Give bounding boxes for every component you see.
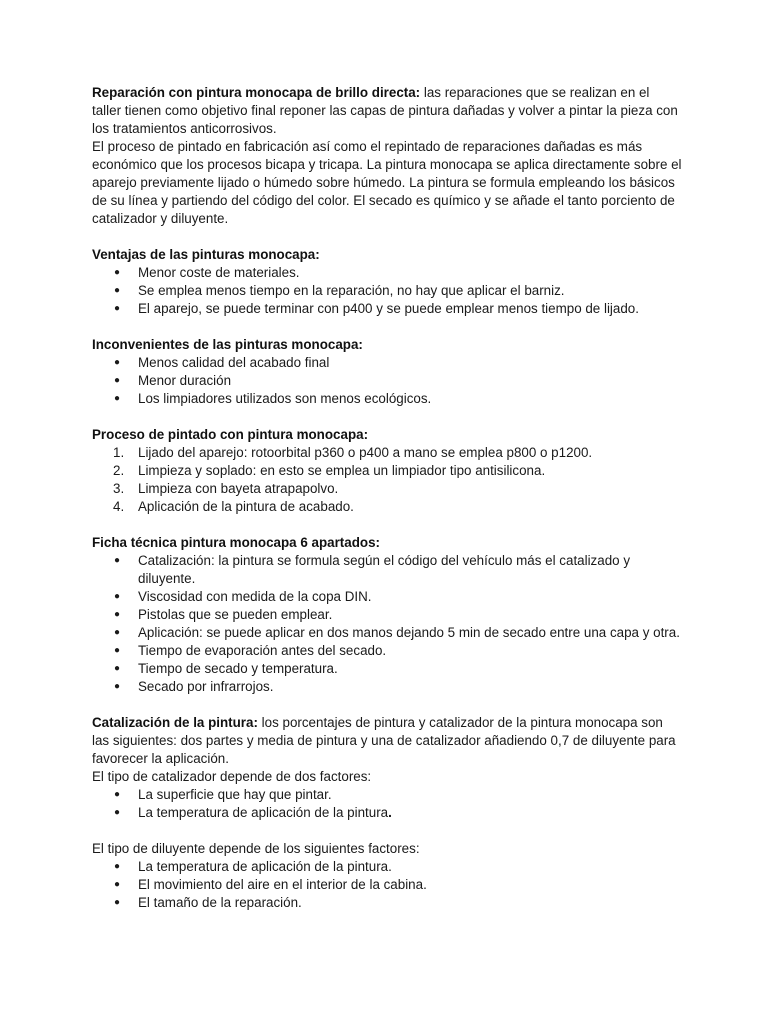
list-item [92,480,682,498]
bullet-icon: ● [114,861,121,872]
list-item [92,300,682,318]
list-number: 4. [113,499,125,514]
list-item-text: Viscosidad con medida de la copa DIN. [138,589,372,604]
bullet-icon: ● [114,789,121,800]
list-item-text: Menor duración [138,373,232,388]
catalizador-list [92,786,682,822]
list-item-text: Los limpiadores utilizados son menos ecológicos. [138,391,432,406]
list-item [92,444,682,462]
ficha-heading [92,534,682,552]
inconvenientes-heading [92,336,682,354]
bullet-icon: ● [114,879,121,890]
list-item [92,462,682,480]
list-number: 1. [113,445,125,460]
spacer [92,228,682,246]
bullet-icon: ● [114,627,121,638]
list-item [92,858,682,876]
inconvenientes-heading-text: Inconvenientes de las pinturas monocapa: [92,337,363,352]
list-item-text: El movimiento del aire en el interior de la cabina. [138,877,427,892]
list-item [92,264,682,282]
proceso-heading-text: Proceso de pintado con pintura monocapa: [92,427,369,442]
inconvenientes-list [92,354,682,408]
proceso-heading [92,426,682,444]
bold-period: . [388,805,392,820]
list-item-text: Menor coste de materiales. [138,265,300,280]
bullet-icon: ● [114,267,121,278]
intro-heading: Reparación con pintura monocapa de brillo directa: [92,85,421,100]
intro-text: las reparaciones que se realizan en el taller tienen como objetivo final reponer las capas de pintura dañadas y volver a pintar la pieza con los tratamientos anticorrosivos. [92,85,678,136]
bullet-icon: ● [114,807,121,818]
catalizacion-heading: Catalización de la pintura: [92,715,258,730]
list-item [92,390,682,408]
catalizacion-paragraph [92,714,682,768]
list-item [92,552,682,588]
list-item-text: Limpieza y soplado: en esto se emplea un limpiador tipo antisilicona. [138,463,546,478]
list-item-text: Tiempo de secado y temperatura. [138,661,338,676]
list-item-text: Aplicación: se puede aplicar en dos manos dejando 5 min de secado entre una capa y otra. [138,625,680,640]
process-paragraph: El proceso de pintado en fabricación así como el repintado de reparaciones dañadas es más económico que los procesos bicapa y tricapa. La pintura monocapa se aplica directamente sobre el aparejo previamente lijado o húmedo sobre húmedo. La pintura se formula empleando los básicos de su línea y partiendo del código del color. El secado es químico y se añade el tanto porciento de catalizador y diluyente. [92,139,682,226]
ventajas-heading-text: Ventajas de las pinturas monocapa: [92,247,320,262]
list-item [92,498,682,516]
list-item-text: Se emplea menos tiempo en la reparación, no hay que aplicar el barniz. [138,283,565,298]
list-item [92,372,682,390]
list-item [92,786,682,804]
spacer [92,516,682,534]
list-number: 2. [113,463,125,478]
bullet-icon: ● [114,681,121,692]
proceso-list [92,444,682,516]
list-item [92,588,682,606]
list-item [92,894,682,912]
ficha-list [92,552,682,696]
catalizador-intro: El tipo de catalizador depende de dos factores: [92,769,372,784]
bullet-icon: ● [114,303,121,314]
list-item-text: Secado por infrarrojos. [138,679,274,694]
ventajas-heading [92,246,682,264]
spacer [92,408,682,426]
list-item [92,804,682,822]
catalizacion-text: los porcentajes de pintura y catalizador de la pintura monocapa son las siguientes: dos partes y media de pintura y una de catalizador añadiendo 0,7 de diluyente para favorecer la aplicación. [92,715,676,766]
diluyente-list [92,858,682,912]
list-item [92,606,682,624]
list-item-text: La superficie que hay que pintar. [138,787,332,802]
list-item [92,282,682,300]
list-item-text: Catalización: la pintura se formula según el código del vehículo más el catalizado y diluyente. [138,553,631,586]
spacer [92,822,682,840]
list-number: 3. [113,481,125,496]
bullet-icon: ● [114,663,121,674]
list-item-text: La temperatura de aplicación de la pintura [138,805,389,820]
list-item-text: Limpieza con bayeta atrapapolvo. [138,481,339,496]
spacer [92,318,682,336]
ficha-heading-text: Ficha técnica pintura monocapa 6 apartados: [92,535,380,550]
list-item [92,354,682,372]
document-page [92,84,682,912]
list-item-text: El aparejo, se puede terminar con p400 y se puede emplear menos tiempo de lijado. [138,301,639,316]
list-item [92,624,682,642]
list-item-text: Pistolas que se pueden emplear. [138,607,333,622]
list-item [92,642,682,660]
intro-paragraph [92,84,682,138]
bullet-icon: ● [114,375,121,386]
bullet-icon: ● [114,285,121,296]
bullet-icon: ● [114,609,121,620]
spacer [92,696,682,714]
bullet-icon: ● [114,645,121,656]
bullet-icon: ● [114,393,121,404]
bullet-icon: ● [114,555,121,566]
list-item [92,678,682,696]
list-item-text: Tiempo de evaporación antes del secado. [138,643,387,658]
diluyente-intro: El tipo de diluyente depende de los siguientes factores: [92,841,420,856]
list-item-text: Lijado del aparejo: rotoorbital p360 o p400 a mano se emplea p800 o p1200. [138,445,593,460]
bullet-icon: ● [114,897,121,908]
list-item-text: El tamaño de la reparación. [138,895,302,910]
list-item-text: La temperatura de aplicación de la pintura. [138,859,392,874]
list-item [92,876,682,894]
bullet-icon: ● [114,591,121,602]
bullet-icon: ● [114,357,121,368]
list-item-text: Menos calidad del acabado final [138,355,330,370]
list-item [92,660,682,678]
list-item-text: Aplicación de la pintura de acabado. [138,499,354,514]
ventajas-list [92,264,682,318]
